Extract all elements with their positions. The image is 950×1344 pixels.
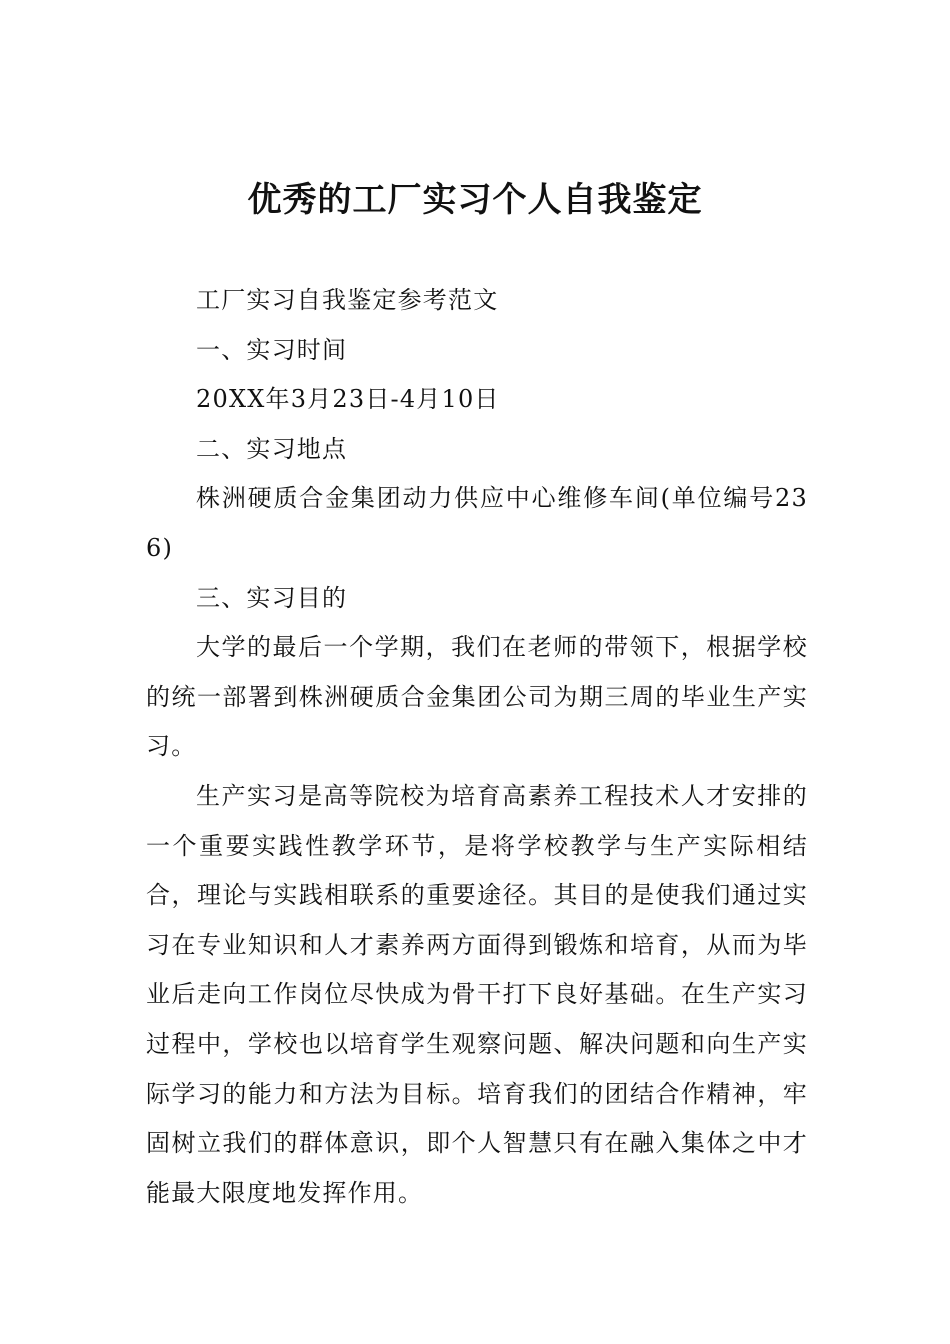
document-body: [146, 276, 808, 1218]
document-title: 优秀的工厂实习个人自我鉴定: [247, 180, 703, 220]
section-heading-purpose: 三、实习目的: [196, 583, 348, 612]
paragraph-purpose-intro: 大学的最后一个学期，我们在老师的带领下，根据学校的统一部署到株洲硬质合金集团公司为期三周的毕业生产实习。: [146, 633, 808, 761]
paragraph-location: 株洲硬质合金集团动力供应中心维修车间(单位编号236): [146, 484, 808, 562]
section-heading-time: 一、实习时间: [196, 335, 348, 364]
paragraph-purpose-detail: 生产实习是高等院校为培育高素养工程技术人才安排的一个重要实践性教学环节，是将学校教学与生产实际相结合，理论与实践相联系的重要途径。其目的是使我们通过实习在专业知识和人才素养两方面得到锻炼和培育，从而为毕业后走向工作岗位尽快成为骨干打下良好基础。在生产实习过程中，学校也以培育学生观察问题、解决问题和向生产实际学习的能力和方法为目标。培育我们的团结合作精神，牢固树立我们的群体意识，即个人智慧只有在融入集体之中才能最大限度地发挥作用。: [146, 781, 808, 1207]
section-heading-location: 二、实习地点: [196, 434, 348, 463]
paragraph-time: 20XX年3月23日-4月10日: [196, 385, 500, 414]
paragraph-subtitle: 工厂实习自我鉴定参考范文: [196, 286, 499, 314]
